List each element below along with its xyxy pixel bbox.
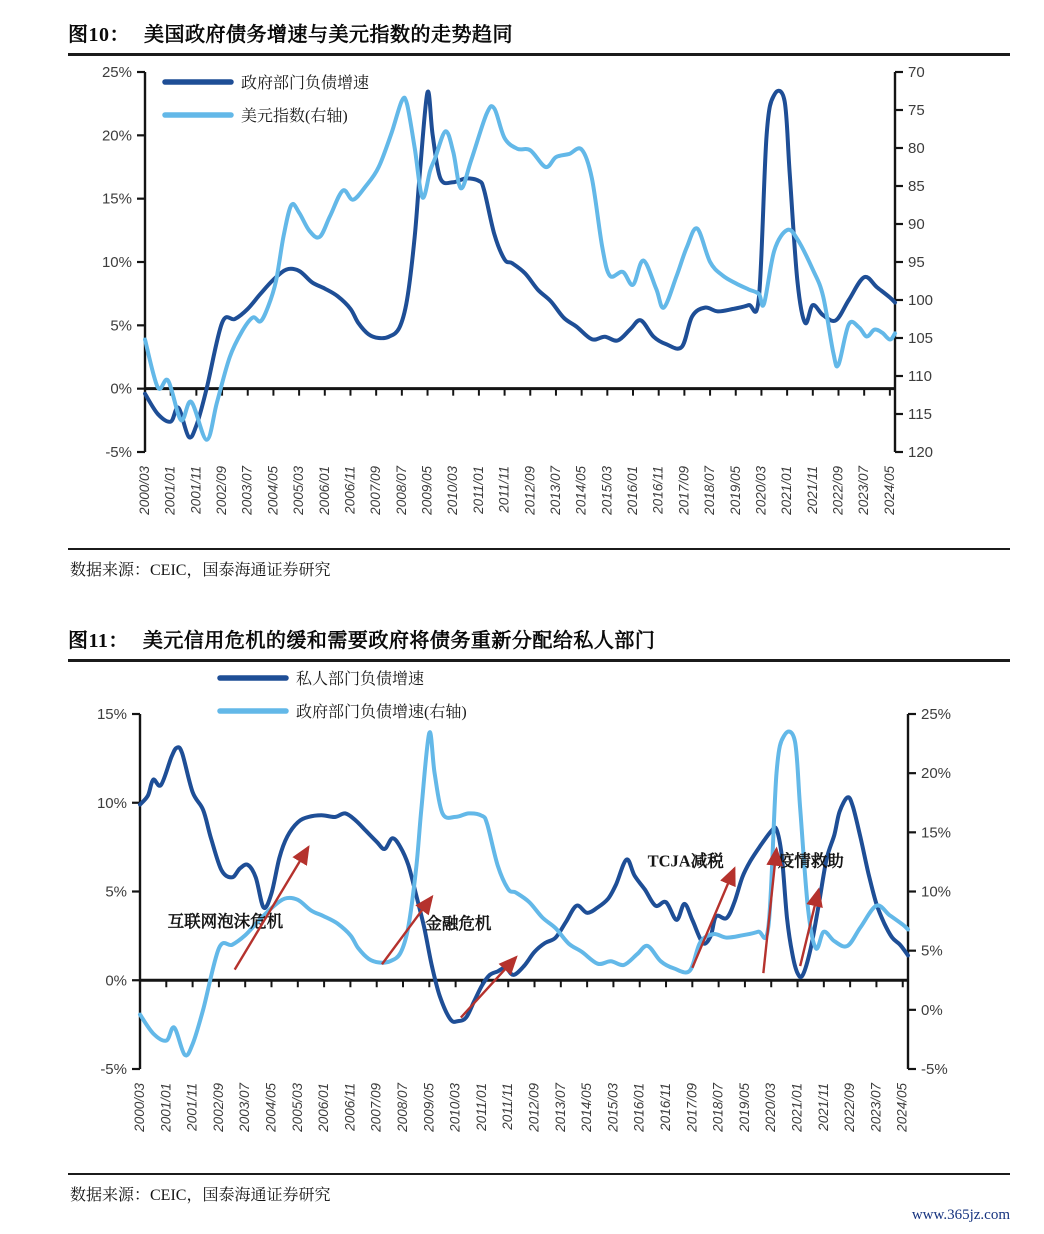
figure-11-source: 数据来源：CEIC，国泰海通证券研究 xyxy=(70,1187,331,1204)
right-axis-tick-label: 110 xyxy=(908,368,932,385)
x-axis-tick-label: 2024/05 xyxy=(881,466,897,515)
left-axis-tick-label: 5% xyxy=(110,317,132,335)
x-axis-tick-label: 2006/11 xyxy=(342,1083,358,1131)
watermark: www.365jz.com xyxy=(911,1207,1010,1223)
right-axis-tick-label: 10% xyxy=(921,883,952,901)
x-axis-tick-label: 2018/07 xyxy=(702,466,718,515)
chart-10-svg xyxy=(68,60,1010,546)
figure-10-title-text: 美国政府债务增速与美元指数的走势趋同 xyxy=(144,24,513,46)
x-axis-tick-label: 2013/07 xyxy=(547,465,563,515)
left-axis xyxy=(102,64,145,461)
x-axis-tick-label: 2011/01 xyxy=(473,1083,489,1131)
x-axis-tick-label: 2019/05 xyxy=(736,1083,752,1132)
legend xyxy=(165,74,369,125)
x-axis-tick-label: 2023/07 xyxy=(856,466,872,515)
x-axis-tick-label: 2021/01 xyxy=(779,466,795,515)
x-axis-tick-label: 2010/03 xyxy=(447,1083,463,1132)
right-axis-tick-label: -5% xyxy=(921,1061,948,1078)
right-axis-tick-label: 90 xyxy=(908,216,925,233)
x-axis-tick-label: 2009/05 xyxy=(421,1083,437,1132)
right-axis xyxy=(908,706,951,1078)
legend-label: 政府部门负债增速 xyxy=(241,75,370,92)
right-axis-tick-label: 95 xyxy=(908,254,925,271)
x-axis-tick-label: 2001/01 xyxy=(158,1083,174,1132)
annotations xyxy=(168,851,845,933)
x-axis xyxy=(137,389,897,516)
x-axis-tick-label: 2017/09 xyxy=(676,466,692,515)
legend xyxy=(220,670,467,721)
right-axis-tick-label: 85 xyxy=(908,178,925,195)
right-axis-tick-label: 25% xyxy=(921,706,952,723)
left-axis-tick-label: 10% xyxy=(101,254,132,271)
left-axis-tick-label: 10% xyxy=(96,794,127,812)
x-axis-tick-label: 2018/07 xyxy=(710,1083,726,1132)
x-axis-tick-label: 2007/09 xyxy=(368,1083,384,1132)
x-axis-tick-label: 2006/01 xyxy=(316,466,332,515)
right-axis-tick-label: 75 xyxy=(908,102,925,119)
event-arrow xyxy=(461,957,516,1017)
x-axis-tick-label: 2017/09 xyxy=(684,1083,700,1132)
left-axis-tick-label: 0% xyxy=(110,380,132,398)
x-axis-tick-label: 2002/09 xyxy=(210,1083,226,1132)
series-line-1 xyxy=(140,732,908,1056)
event-arrows xyxy=(235,847,819,1017)
event-arrow xyxy=(763,849,776,973)
x-axis-tick-label: 2020/03 xyxy=(753,466,769,515)
x-axis-tick-label: 2016/11 xyxy=(650,466,666,514)
series-line-0 xyxy=(145,91,895,438)
figure-11-title-text: 美元信用危机的缓和需要政府将债务重新分配给私人部门 xyxy=(142,630,656,652)
x-axis-tick-label: 2016/01 xyxy=(625,466,641,515)
x-axis-tick-label: 2008/07 xyxy=(393,466,409,515)
figure-10-title-rule xyxy=(68,53,1010,56)
annotation-label: 互联网泡沫危机 xyxy=(167,912,284,931)
legend-label: 政府部门负债增速(右轴) xyxy=(296,704,467,721)
annotation-label: TCJA减税 xyxy=(647,851,724,871)
x-axis-tick-label: 2016/01 xyxy=(631,1083,647,1132)
right-axis-tick-label: 0% xyxy=(921,1001,943,1019)
x-axis-tick-label: 2001/11 xyxy=(184,1083,200,1131)
left-axis-tick-label: 20% xyxy=(101,127,132,145)
x-axis-tick-label: 2006/11 xyxy=(342,466,358,514)
right-axis-tick-label: 100 xyxy=(908,292,934,309)
figure-10 xyxy=(68,16,1010,582)
x-axis-tick-label: 2005/03 xyxy=(289,1083,305,1132)
x-axis-tick-label: 2011/01 xyxy=(470,466,486,514)
x-axis-tick-label: 2012/09 xyxy=(526,1083,542,1132)
x-axis-tick-label: 2011/11 xyxy=(496,466,512,513)
left-axis-tick-label: -5% xyxy=(105,444,132,461)
x-axis-tick-label: 2022/09 xyxy=(842,1083,858,1132)
x-axis-tick-label: 2009/05 xyxy=(419,466,435,515)
x-axis-tick-label: 2019/05 xyxy=(727,466,743,515)
x-axis-tick-label: 2011/11 xyxy=(500,1083,516,1130)
x-axis-tick-label: 2021/11 xyxy=(815,1083,831,1131)
x-axis-tick-label: 2005/03 xyxy=(291,466,307,515)
x-axis-tick-label: 2015/03 xyxy=(605,1083,621,1132)
right-axis-tick-label: 105 xyxy=(908,330,934,347)
left-axis-tick-label: -5% xyxy=(100,1061,127,1078)
x-axis-tick-label: 2007/09 xyxy=(368,466,384,515)
left-axis xyxy=(97,706,140,1078)
x-axis-tick-label: 2001/01 xyxy=(162,466,178,515)
left-axis-tick-label: 15% xyxy=(96,706,127,723)
right-axis-tick-label: 15% xyxy=(921,824,952,842)
x-axis-tick-label: 2016/11 xyxy=(658,1083,674,1131)
x-axis xyxy=(132,980,910,1133)
x-axis-tick-label: 2004/05 xyxy=(265,466,281,515)
figure-10-tag: 图10： xyxy=(68,24,130,46)
right-axis-tick-label: 70 xyxy=(908,64,925,81)
x-axis-tick-label: 2010/03 xyxy=(445,466,461,515)
right-axis-tick-label: 5% xyxy=(921,942,943,960)
x-axis-tick-label: 2022/09 xyxy=(830,466,846,515)
left-axis-tick-label: 5% xyxy=(105,883,127,901)
x-axis-tick-label: 2000/03 xyxy=(137,466,152,515)
figure-11-title-rule xyxy=(68,659,1010,662)
annotation-label: 金融危机 xyxy=(425,913,492,933)
x-axis-tick-label: 2015/03 xyxy=(599,466,615,515)
x-axis-tick-label: 2020/03 xyxy=(763,1083,779,1132)
x-axis-tick-label: 2024/05 xyxy=(894,1083,910,1132)
chart-11-svg xyxy=(68,666,1010,1171)
x-axis-tick-label: 2021/01 xyxy=(789,1083,805,1132)
legend-label: 私人部门负债增速 xyxy=(296,671,425,688)
x-axis-tick-label: 2023/07 xyxy=(868,1083,884,1132)
right-axis xyxy=(895,64,933,461)
figure-11-tag: 图11： xyxy=(68,630,129,652)
x-axis-tick-label: 2006/01 xyxy=(316,1083,332,1132)
left-axis-tick-label: 15% xyxy=(101,190,132,208)
right-axis-tick-label: 120 xyxy=(908,444,934,461)
figure-10-title xyxy=(68,16,1010,51)
x-axis-tick-label: 2002/09 xyxy=(214,466,230,515)
annotation-label: 疫情救助 xyxy=(777,851,844,871)
legend-label: 美元指数(右轴) xyxy=(241,108,348,125)
right-axis-tick-label: 20% xyxy=(921,765,952,783)
figure-11 xyxy=(68,622,1010,1207)
figure-11-title xyxy=(68,622,1010,657)
x-axis-tick-label: 2003/07 xyxy=(237,1083,253,1132)
x-axis-tick-label: 2014/05 xyxy=(579,1083,595,1132)
left-axis-tick-label: 25% xyxy=(101,64,132,81)
figure-10-source: 数据来源：CEIC，国泰海通证券研究 xyxy=(70,562,331,579)
x-axis-tick-label: 2008/07 xyxy=(395,1083,411,1132)
x-axis-tick-label: 2001/11 xyxy=(188,466,204,514)
x-axis-tick-label: 2021/11 xyxy=(804,466,820,514)
left-axis-tick-label: 0% xyxy=(105,972,127,990)
x-axis-tick-label: 2004/05 xyxy=(263,1083,279,1132)
x-axis-tick-label: 2000/03 xyxy=(132,1083,147,1132)
x-axis-tick-label: 2014/05 xyxy=(573,466,589,515)
x-axis-tick-label: 2013/07 xyxy=(552,1083,568,1132)
right-axis-tick-label: 80 xyxy=(908,140,925,157)
right-axis-tick-label: 115 xyxy=(908,406,932,423)
x-axis-tick-label: 2003/07 xyxy=(239,466,255,515)
x-axis-tick-label: 2012/09 xyxy=(522,466,538,515)
